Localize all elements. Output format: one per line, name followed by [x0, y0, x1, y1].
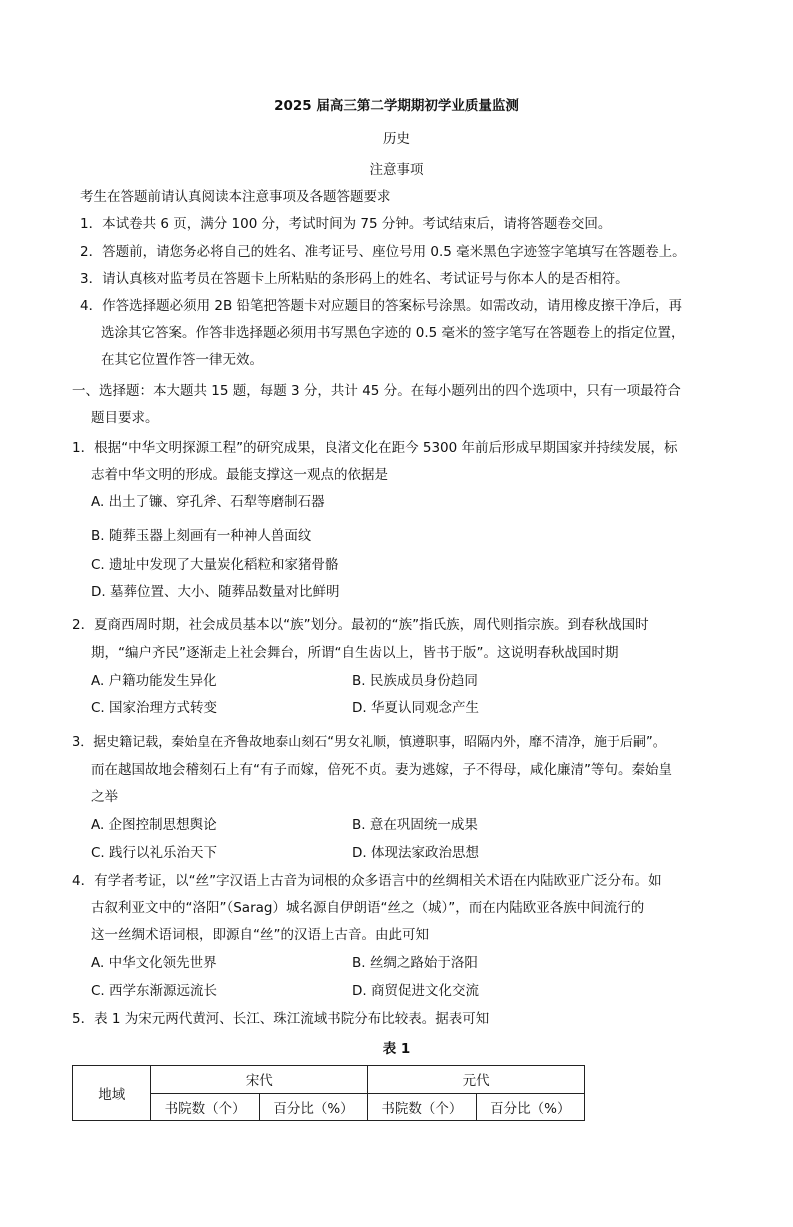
table-header-song-percent: 百分比（%）: [259, 1093, 367, 1121]
subject-title: 历史: [383, 131, 410, 147]
question-2-option-a: A. 户籍功能发生异化: [91, 673, 217, 689]
notice-item-2: 2．答题前，请您务必将自己的姓名、准考证号、座位号用 0.5 毫米黑色字迹签字笔填写在答题卷上。: [80, 244, 686, 260]
question-2-line-2: 期，“编户齐民”逐渐走上社会舞台，所谓“自生齿以上，皆书于版”。这说明春秋战国时期: [91, 645, 619, 661]
table-header-yuan-count: 书院数（个）: [368, 1093, 476, 1121]
question-4-option-b: B. 丝绸之路始于洛阳: [352, 955, 478, 971]
table-header-region: 地域: [73, 1066, 151, 1121]
question-4-option-d: D. 商贸促进文化交流: [352, 983, 479, 999]
question-2-option-c: C. 国家治理方式转变: [91, 700, 218, 716]
notice-item-4-cont-1: 选涂其它答案。作答非选择题必须用书写黑色字迹的 0.5 毫米的签字笔写在答题卷上的指定位置，: [101, 325, 685, 341]
notice-item-4: 4．作答选择题必须用 2B 铅笔把答题卡对应题目的答案标号涂黑。如需改动，请用橡皮擦干净后，再: [80, 298, 683, 314]
question-4-line-2: 古叙利亚文中的“洛阳”（Sarag）城名源自伊朗语“丝之（城）”，而在内陆欧亚各族中间流行的: [91, 900, 645, 916]
question-3-option-d: D. 体现法家政治思想: [352, 845, 479, 861]
notice-title: 注意事项: [369, 162, 424, 178]
table-header-song-count: 书院数（个）: [151, 1093, 259, 1121]
question-2-option-b: B. 民族成员身份趋同: [352, 673, 478, 689]
question-1-option-d: D. 墓葬位置、大小、随葬品数量对比鲜明: [91, 584, 340, 600]
table-header-yuan: 元代: [368, 1066, 585, 1094]
question-3-line-2: 而在越国故地会稽刻石上有“有子而嫁，倍死不贞。妻为逃嫁，子不得母，咸化廉清”等句。秦始皇: [91, 762, 672, 778]
notice-item-1: 1．本试卷共 6 页，满分 100 分，考试时间为 75 分钟。考试结束后，请将答题卷交回。: [80, 216, 612, 232]
question-3-option-c: C. 践行以礼乐治天下: [91, 845, 218, 861]
question-1-option-b: B. 随葬玉器上刻画有一种神人兽面纹: [91, 528, 312, 544]
notice-intro: 考生在答题前请认真阅读本注意事项及各题答题要求: [80, 189, 391, 205]
question-2-line-1: 2．夏商西周时期，社会成员基本以“族”划分。最初的“族”指氏族，周代则指宗族。到春秋战国时: [72, 617, 649, 633]
question-4-line-3: 这一丝绸术语词根，即源自“丝”的汉语上古音。由此可知: [91, 927, 429, 943]
question-3-option-a: A. 企图控制思想舆论: [91, 817, 217, 833]
question-1-option-a: A. 出土了镰、穿孔斧、石犁等磨制石器: [91, 494, 325, 510]
section-header-line-2: 题目要求。: [91, 410, 159, 426]
question-4-option-c: C. 西学东渐源远流长: [91, 983, 218, 999]
section-header-line-1: 一、选择题：本大题共 15 题，每题 3 分，共计 45 分。在每小题列出的四个选项中，只有一项最符合: [72, 383, 681, 399]
question-3-line-3: 之举: [91, 789, 118, 805]
question-4-line-1: 4．有学者考证，以“丝”字汉语上古音为词根的众多语言中的丝绸相关术语在内陆欧亚广泛分布。如: [72, 873, 662, 889]
question-5-line-1: 5．表 1 为宋元两代黄河、长江、珠江流域书院分布比较表。据表可知: [72, 1011, 490, 1027]
question-1-option-c: C. 遗址中发现了大量炭化稻粒和家猪骨骼: [91, 557, 339, 573]
question-3-line-1: 3．据史籍记载，秦始皇在齐鲁故地泰山刻石“男女礼顺，慎遵职事，昭隔内外，靡不清净，施于后嗣”。: [72, 735, 666, 750]
table-header-song: 宋代: [151, 1066, 368, 1094]
question-4-option-a: A. 中华文化领先世界: [91, 955, 217, 971]
table-header-yuan-percent: 百分比（%）: [476, 1093, 584, 1121]
question-1-line-1: 1．根据“中华文明探源工程”的研究成果，良渚文化在距今 5300 年前后形成早期国家并持续发展，标: [72, 440, 678, 456]
distribution-table: [72, 1065, 585, 1121]
exam-title: 2025 届高三第二学期期初学业质量监测: [274, 98, 519, 114]
question-3-option-b: B. 意在巩固统一成果: [352, 817, 478, 833]
question-1-line-2: 志着中华文明的形成。最能支撑这一观点的依据是: [91, 467, 388, 483]
notice-item-3: 3．请认真核对监考员在答题卡上所粘贴的条形码上的姓名、考试证号与你本人的是否相符。: [80, 271, 629, 287]
question-2-option-d: D. 华夏认同观念产生: [352, 700, 479, 716]
notice-item-4-cont-2: 在其它位置作答一律无效。: [101, 352, 263, 368]
table-caption: 表 1: [382, 1041, 411, 1057]
